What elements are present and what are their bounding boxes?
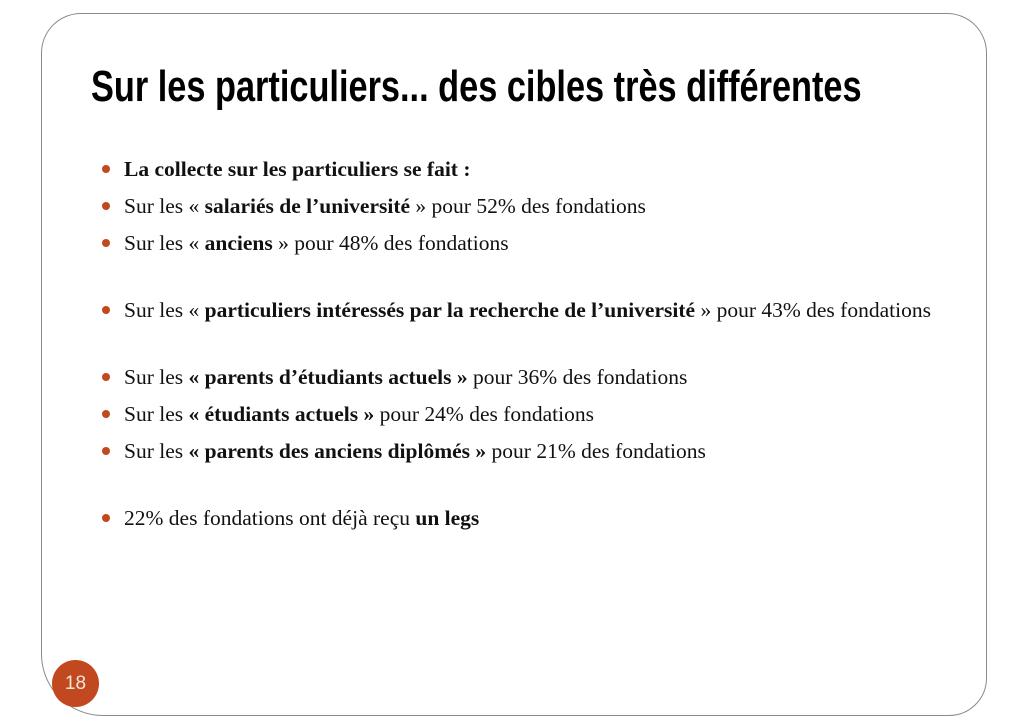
bullet-text: 22% des fondations ont déjà reçu un legs	[124, 506, 480, 531]
bullet-text: Sur les « anciens » pour 48% des fondations	[124, 231, 509, 256]
list-item	[101, 191, 938, 222]
list-item	[101, 503, 938, 534]
page-number-badge	[52, 660, 99, 707]
bullet-text: Sur les « étudiants actuels » pour 24% des fondations	[124, 402, 594, 427]
bullet-list	[42, 154, 986, 534]
list-item	[101, 399, 938, 430]
bullet-dot-icon	[102, 165, 110, 173]
bullet-text: Sur les « parents d’étudiants actuels » pour 36% des fondations	[124, 365, 688, 390]
slide-frame	[41, 13, 987, 716]
list-item	[101, 228, 938, 259]
list-item	[101, 362, 938, 393]
bullet-dot-icon	[102, 514, 110, 522]
list-item	[101, 436, 938, 467]
bullet-text: La collecte sur les particuliers se fait :	[124, 157, 471, 182]
slide-title: Sur les particuliers... des cibles très différentes	[91, 62, 862, 111]
bullet-dot-icon	[102, 239, 110, 247]
list-item	[101, 295, 938, 326]
bullet-text: Sur les « salariés de l’université » pour 52% des fondations	[124, 194, 646, 219]
bullet-dot-icon	[102, 410, 110, 418]
bullet-dot-icon	[102, 202, 110, 210]
list-item	[101, 154, 938, 185]
bullet-dot-icon	[102, 447, 110, 455]
page-number: 18	[64, 672, 87, 694]
bullet-dot-icon	[102, 306, 110, 314]
bullet-text: Sur les « particuliers intéressés par la recherche de l’université » pour 43% des fondations	[124, 298, 931, 323]
bullet-text: Sur les « parents des anciens diplômés » pour 21% des fondations	[124, 439, 706, 464]
bullet-dot-icon	[102, 373, 110, 381]
